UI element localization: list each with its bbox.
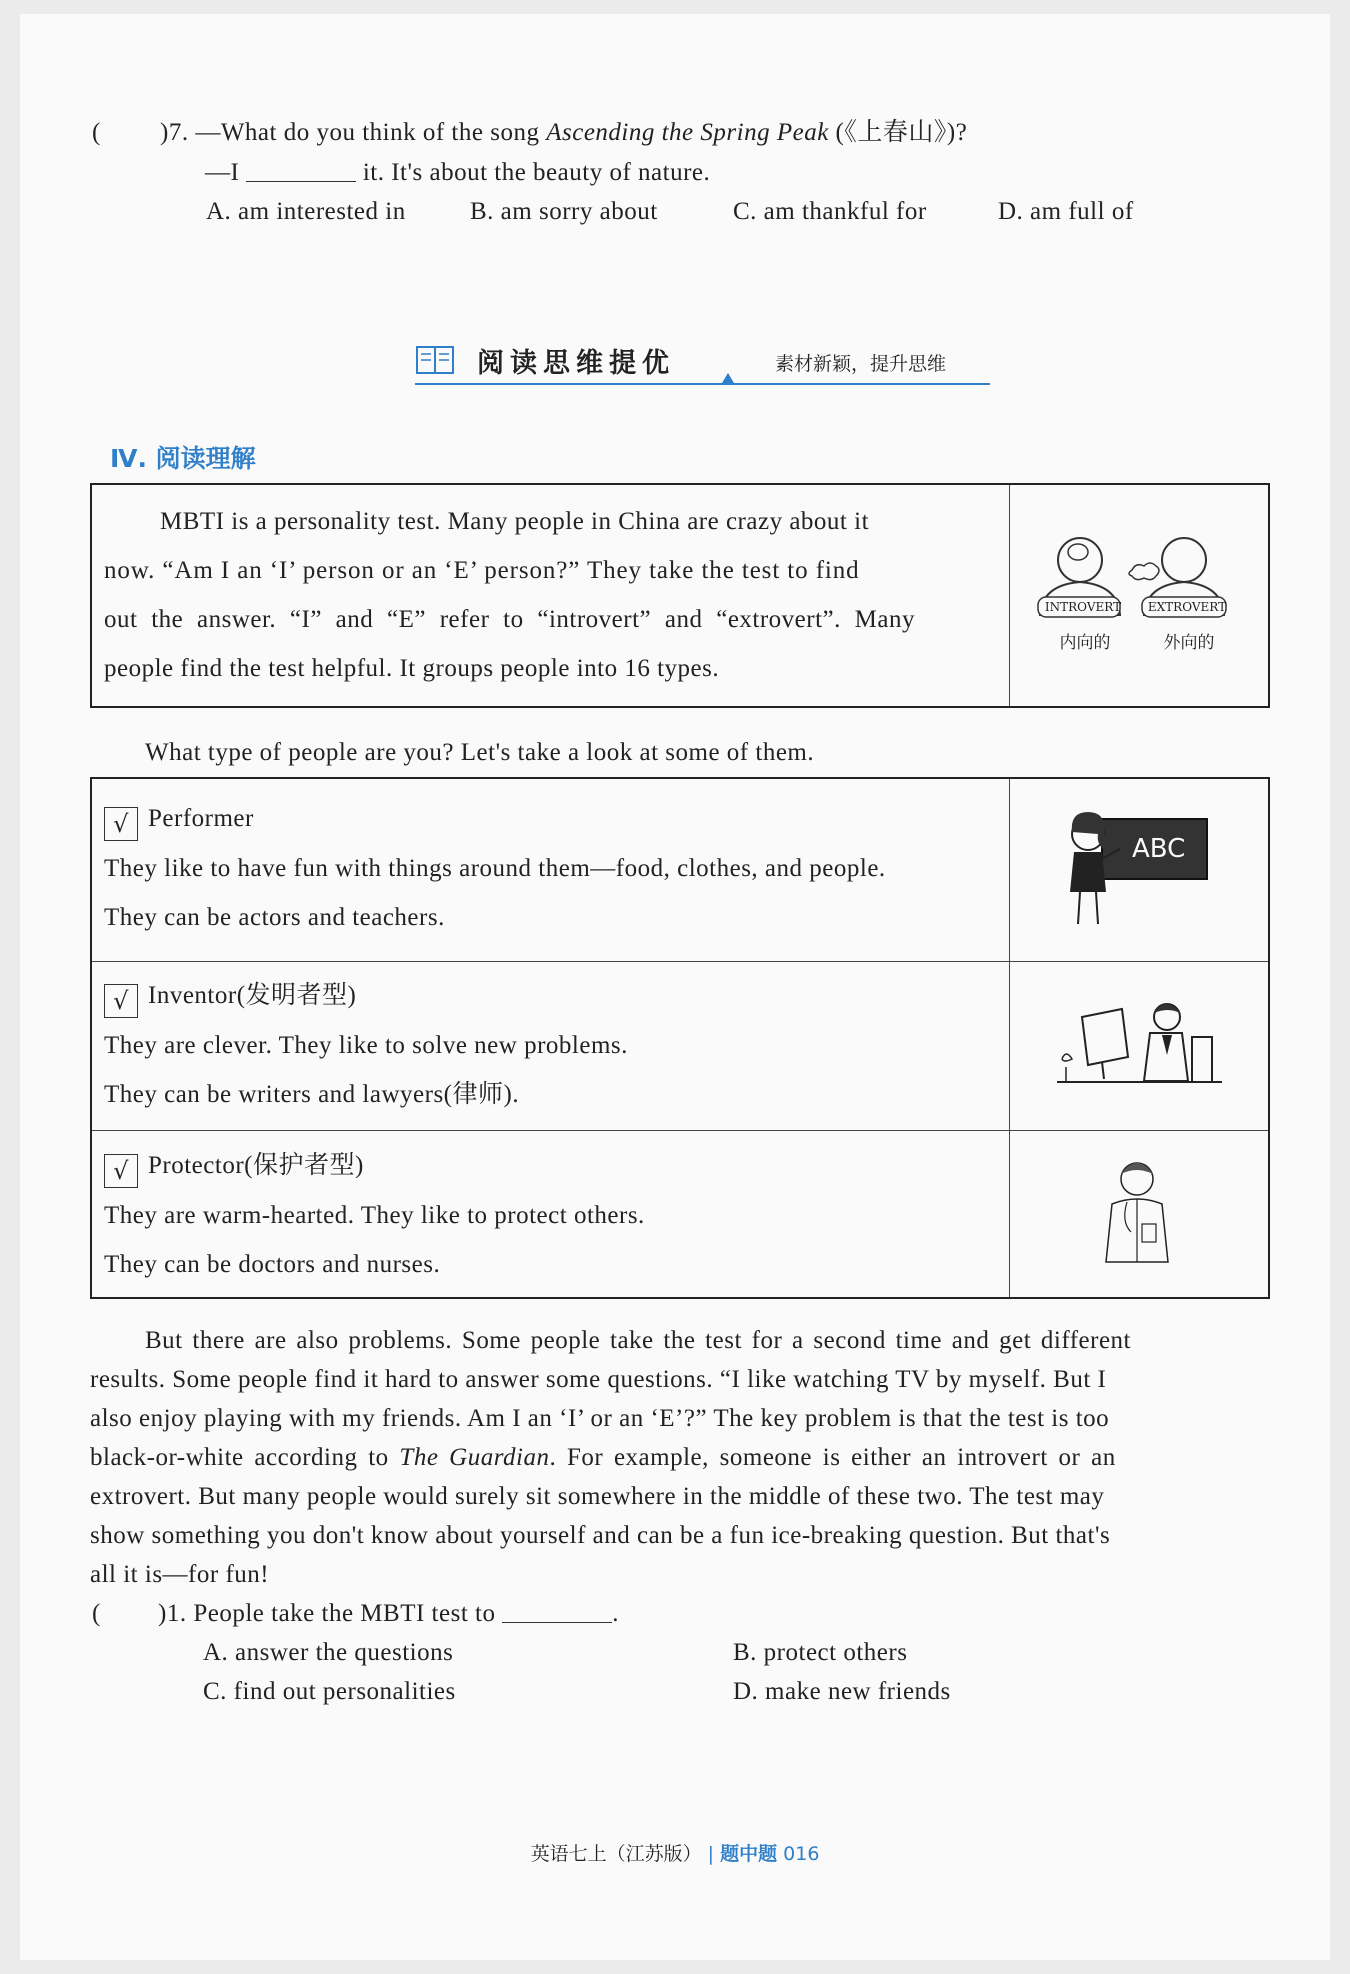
intro-box-divider <box>1009 485 1010 706</box>
type-line-1: They are clever. They like to solve new problems. <box>104 1032 628 1059</box>
q1-option-b: B. protect others <box>733 1639 908 1666</box>
type-row-inventor-title <box>104 971 356 1020</box>
doctor-illustration <box>1092 1154 1182 1274</box>
q7-option-a: A. am interested in <box>206 198 406 225</box>
newspaper-title: The Guardian <box>399 1444 550 1471</box>
footer-book: 英语七上（江苏版） <box>530 1843 702 1865</box>
type-title: Performer <box>148 805 254 832</box>
q7-number: )7. <box>160 119 189 146</box>
passage-line-7: all it is—for fun! <box>90 1561 270 1588</box>
intro-box <box>90 483 1270 708</box>
banner-subtitle: 素材新颖，提升思维 <box>775 353 947 375</box>
q1-blank <box>502 1597 612 1623</box>
q7-option-c: C. am thankful for <box>733 198 927 225</box>
q7-question-b: (《上春山》)? <box>828 119 968 146</box>
inventor-illustration <box>1052 997 1232 1097</box>
passage-line-6: show something you don't know about yourself and can be a fun ice-breaking question. But that's <box>90 1522 1111 1549</box>
q7-answer-b: it. It's about the beauty of nature. <box>356 159 711 186</box>
q1-stem: People take the MBTI test to <box>193 1600 503 1627</box>
type-line-1: They like to have fun with things around them—food, clothes, and people. <box>104 855 886 882</box>
q1-end: . <box>612 1600 619 1627</box>
passage-line-3: also enjoy playing with my friends. Am I an ‘I’ or an ‘E’?” The key problem is that the test is too <box>90 1405 1110 1432</box>
q7-paren-left: ( <box>92 119 101 146</box>
extrovert-cn: 外向的 <box>1163 633 1215 652</box>
q7-option-b: B. am sorry about <box>470 198 658 225</box>
banner-title: 阅读思维提优 <box>477 348 675 379</box>
lead-line: What type of people are you? Let's take a look at some of them. <box>145 739 815 766</box>
q1-option-c: C. find out personalities <box>203 1678 456 1705</box>
check-icon: √ <box>104 807 138 841</box>
intro-line-2: now. “Am I an ‘I’ person or an ‘E’ person?” They take the test to find <box>104 557 860 584</box>
banner-triangle-icon <box>722 373 734 383</box>
type-row-performer-title <box>104 794 254 843</box>
section-banner <box>415 339 990 385</box>
types-table-divider <box>1009 779 1010 1297</box>
types-row-divider-2 <box>92 1130 1268 1131</box>
type-line-1: They are warm-hearted. They like to protect others. <box>104 1202 645 1229</box>
type-title: Inventor(发明者型) <box>148 982 357 1009</box>
intro-line-3: out the answer. “I” and “E” refer to “introvert” and “extrovert”. Many <box>104 606 915 633</box>
types-table <box>90 777 1270 1299</box>
footer-series: 题中题 <box>720 1843 778 1865</box>
q1-paren-left: ( <box>92 1600 101 1627</box>
type-title: Protector(保护者型) <box>148 1152 364 1179</box>
intro-line-1: MBTI is a personality test. Many people in China are crazy about it <box>160 508 870 535</box>
type-line-2: They can be actors and teachers. <box>104 904 445 931</box>
introvert-label: INTROVERT <box>1044 600 1122 614</box>
check-icon: √ <box>104 1154 138 1188</box>
q7-option-d: D. am full of <box>998 198 1134 225</box>
board-text: ABC <box>1132 834 1186 864</box>
type-line-2: They can be writers and lawyers(律师). <box>104 1081 520 1108</box>
page-number: 016 <box>783 1843 820 1865</box>
intro-line-4: people find the test helpful. It groups people into 16 types. <box>104 655 720 682</box>
page-footer <box>20 1839 1330 1866</box>
section-title: Ⅳ. 阅读理解 <box>110 444 256 473</box>
q7-blank <box>246 156 356 182</box>
q7-answer-a: —I <box>205 159 247 186</box>
q1-option-a: A. answer the questions <box>203 1639 454 1666</box>
type-line-2: They can be doctors and nurses. <box>104 1251 441 1278</box>
extrovert-label: EXTROVERT <box>1147 600 1227 614</box>
passage-line-1: But there are also problems. Some people take the test for a second time and get different <box>145 1327 1131 1354</box>
book-icon <box>415 343 455 377</box>
banner-underline <box>415 383 990 385</box>
q1-option-d: D. make new friends <box>733 1678 951 1705</box>
teacher-illustration <box>1052 804 1212 934</box>
passage-line-2: results. Some people find it hard to answer some questions. “I like watching TV by myself. But I <box>90 1366 1107 1393</box>
check-icon: √ <box>104 984 138 1018</box>
q7-song-title: Ascending the Spring Peak <box>546 119 829 146</box>
passage-line-4-a: black-or-white according to <box>90 1444 400 1471</box>
types-row-divider-1 <box>92 961 1268 962</box>
type-row-protector-title <box>104 1141 364 1190</box>
q1-number: )1. <box>158 1600 187 1627</box>
introvert-cn: 内向的 <box>1059 633 1111 652</box>
page <box>20 14 1330 1960</box>
footer-separator: | <box>707 1843 715 1865</box>
passage-line-5: extrovert. But many people would surely sit somewhere in the middle of these two. The test may <box>90 1483 1105 1510</box>
q7-question-a: —What do you think of the song <box>195 119 547 146</box>
passage-line-4-b: . For example, someone is either an introvert or an <box>549 1444 1116 1471</box>
